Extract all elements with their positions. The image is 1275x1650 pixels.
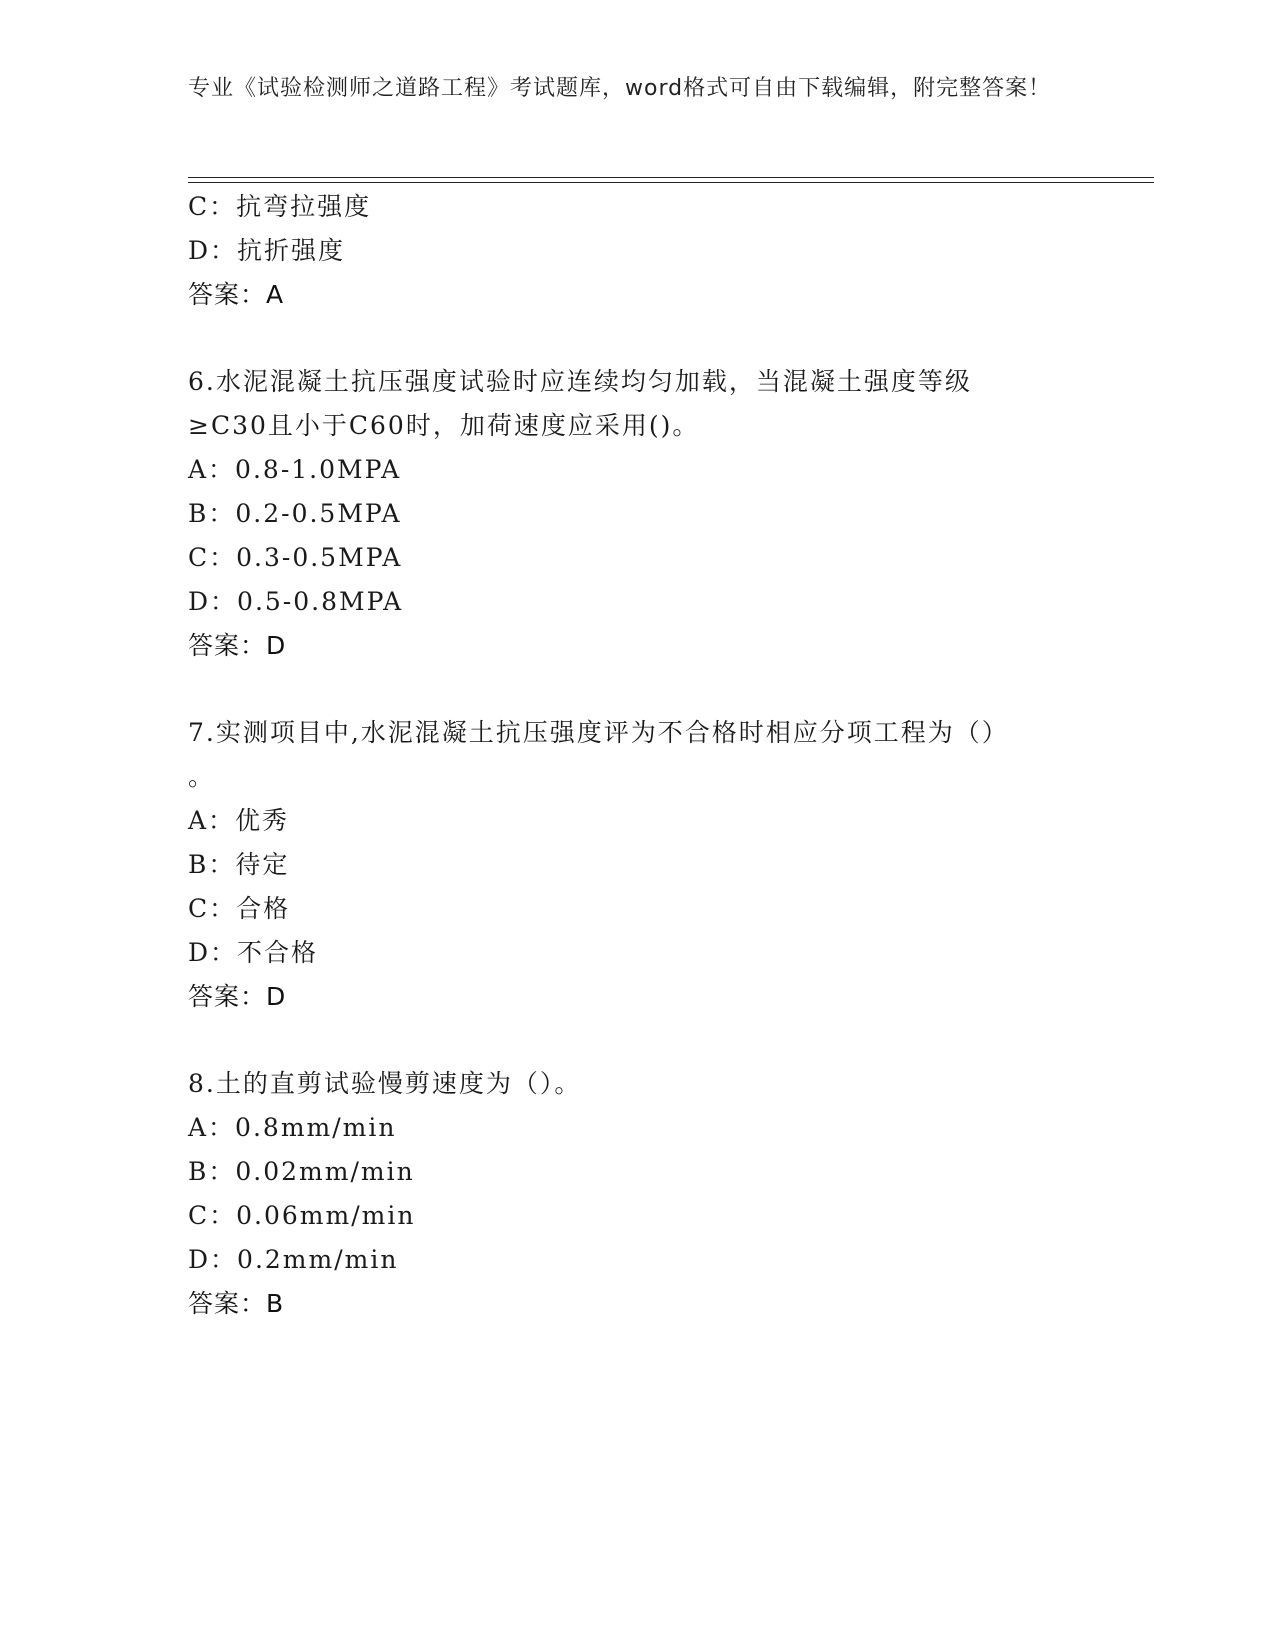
document-header: 专业《试验检测师之道路工程》考试题库，word格式可自由下载编辑，附完整答案！	[188, 76, 1052, 101]
option-b: B：0.2-0.5MPA	[188, 499, 402, 528]
option-a: A：优秀	[188, 806, 290, 835]
option-b: B：0.02mm/min	[188, 1157, 415, 1186]
question-stem: 8.土的直剪试验慢剪速度为（）。	[188, 1069, 582, 1098]
answer-label: 答案：D	[188, 631, 287, 660]
option-c: C：0.3-0.5MPA	[188, 543, 403, 572]
option-a: A：0.8-1.0MPA	[188, 455, 402, 484]
option-d: D：不合格	[188, 938, 319, 967]
question-stem: 。	[188, 762, 216, 791]
option-d: D：0.2mm/min	[188, 1245, 399, 1274]
option-d: D：0.5-0.8MPA	[188, 587, 404, 616]
option-a: A：0.8mm/min	[188, 1113, 397, 1142]
header-rule-top	[188, 177, 1154, 178]
answer-label: 答案：A	[188, 280, 285, 309]
question-stem: 7.实测项目中,水泥混凝土抗压强度评为不合格时相应分项工程为（）	[188, 718, 1009, 747]
header-rule-bottom	[188, 182, 1154, 183]
option-d: D：抗折强度	[188, 236, 346, 265]
option-c: C：抗弯拉强度	[188, 192, 372, 221]
question-stem: 6.水泥混凝土抗压强度试验时应连续均匀加载，当混凝土强度等级	[188, 367, 972, 396]
option-b: B：待定	[188, 850, 290, 879]
option-c: C：0.06mm/min	[188, 1201, 416, 1230]
option-c: C：合格	[188, 894, 291, 923]
question-stem: ≥C30且小于C60时，加荷速度应采用()。	[188, 411, 700, 440]
answer-label: 答案：B	[188, 1289, 285, 1318]
answer-label: 答案：D	[188, 982, 287, 1011]
